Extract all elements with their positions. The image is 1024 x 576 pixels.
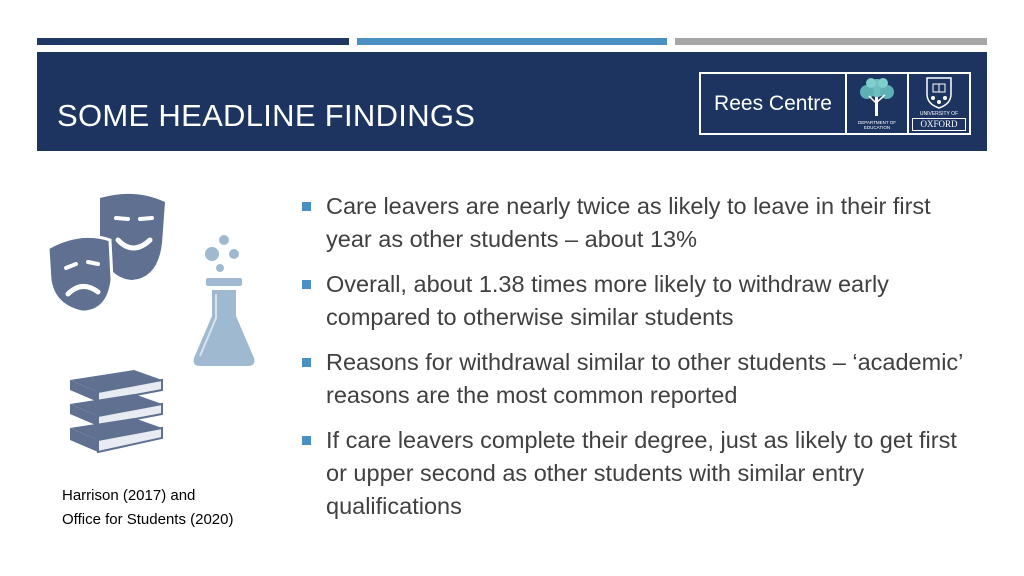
flask-icon: [186, 232, 262, 372]
finding-text: Overall, about 1.38 times more likely to withdraw early compared to otherwise similar students: [326, 271, 889, 330]
slide-title: SOME HEADLINE FINDINGS: [57, 98, 476, 133]
findings-list: [302, 190, 982, 535]
bullet-square-icon: [302, 202, 311, 211]
bullet-square-icon: [302, 358, 311, 367]
finding-item: [302, 346, 982, 412]
oxford-crest-icon: [909, 74, 969, 110]
finding-text: If care leavers complete their degree, just as likely to get first or upper second as other students with similar entry qualifications: [326, 427, 957, 519]
logo-strip: [699, 72, 971, 135]
finding-text: Care leavers are nearly twice as likely to leave in their first year as other students – about 13%: [326, 193, 931, 252]
title-banner: [37, 52, 987, 151]
oxford-logo-name: OXFORD: [912, 118, 966, 131]
department-of-education-logo: [847, 74, 907, 133]
finding-text: Reasons for withdrawal similar to other students – ‘academic’ reasons are the most common reported: [326, 349, 963, 408]
finding-item: [302, 268, 982, 334]
oxford-logo-subtitle: UNIVERSITY OF: [919, 111, 959, 117]
oxford-logo: [909, 74, 969, 133]
bullet-square-icon: [302, 280, 311, 289]
tree-icon: [847, 74, 907, 120]
source-citation: Harrison (2017) and Office for Students (2020): [62, 487, 234, 528]
books-icon: [64, 366, 168, 458]
education-logo-text: DEPARTMENT OF EDUCATION: [857, 120, 896, 130]
bullet-square-icon: [302, 436, 311, 445]
finding-item: [302, 424, 982, 523]
accent-bar-navy: [37, 38, 349, 45]
accent-bar-grey: [675, 38, 987, 45]
accent-bar-blue: [357, 38, 667, 45]
rees-centre-logo: Rees Centre: [701, 74, 845, 133]
finding-item: [302, 190, 982, 256]
theatre-masks-icon: [40, 188, 175, 313]
